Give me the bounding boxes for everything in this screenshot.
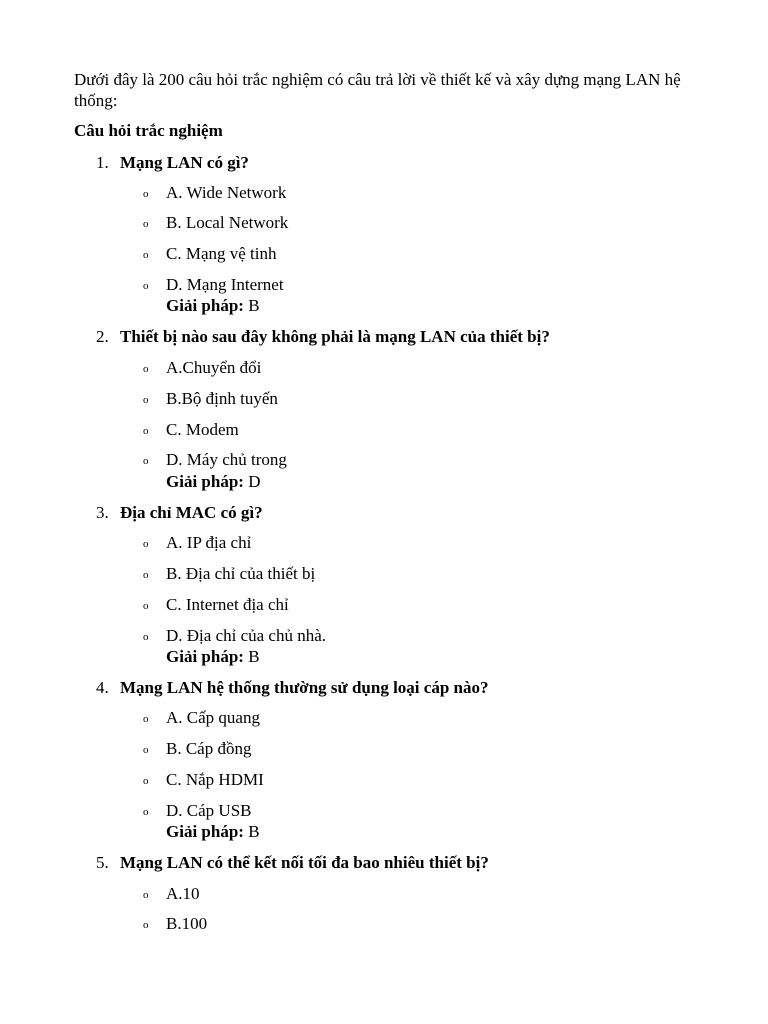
option-3a: o A. IP địa chỉ — [143, 532, 251, 555]
solution-label: Giải pháp: — [166, 296, 244, 315]
question-1 — [96, 152, 249, 173]
solution-label: Giải pháp: — [166, 647, 244, 666]
question-2 — [96, 326, 550, 347]
question-number: 3. — [96, 503, 109, 522]
question-text: Thiết bị nào sau đây không phải là mạng LAN của thiết bị? — [120, 327, 550, 346]
question-number: 4. — [96, 678, 109, 697]
section-heading: Câu hỏi trắc nghiệm — [74, 121, 223, 140]
solution-answer: B — [248, 647, 260, 666]
solution-4 — [166, 821, 260, 842]
solution-2 — [166, 471, 260, 492]
option-1c: o C. Mạng vệ tinh — [143, 243, 277, 266]
bullet-icon: o — [143, 600, 149, 612]
question-text: Mạng LAN có thể kết nối tối đa bao nhiêu thiết bị? — [120, 853, 489, 872]
question-number: 5. — [96, 853, 109, 872]
bullet-icon: o — [143, 806, 149, 818]
option-3b: o B. Địa chỉ của thiết bị — [143, 563, 315, 586]
bullet-icon: o — [143, 280, 149, 292]
option-2a: o A.Chuyển đổi — [143, 357, 261, 380]
question-5 — [96, 852, 489, 873]
option-4c: o C. Nắp HDMI — [143, 769, 264, 792]
question-number: 1. — [96, 153, 109, 172]
intro-paragraph: Dưới đây là 200 câu hỏi trắc nghiệm có câu trả lời về thiết kế và xây dựng mạng LAN hệ thống: — [74, 70, 681, 110]
solution-label: Giải pháp: — [166, 472, 244, 491]
solution-3 — [166, 646, 260, 667]
bullet-icon: o — [143, 569, 149, 581]
solution-answer: B — [248, 822, 260, 841]
bullet-icon: o — [143, 713, 149, 725]
bullet-icon: o — [143, 538, 149, 550]
option-2d: o D. Máy chủ trong — [143, 449, 287, 472]
bullet-icon: o — [143, 249, 149, 261]
option-2b: o B.Bộ định tuyến — [143, 388, 278, 411]
question-text: Mạng LAN có gì? — [120, 153, 249, 172]
question-3 — [96, 502, 263, 523]
question-text: Mạng LAN hệ thống thường sử dụng loại cáp nào? — [120, 678, 489, 697]
option-1d: o D. Mạng Internet — [143, 274, 284, 297]
option-5a: o A.10 — [143, 883, 200, 906]
question-number: 2. — [96, 327, 109, 346]
question-text: Địa chỉ MAC có gì? — [120, 503, 263, 522]
bullet-icon: o — [143, 744, 149, 756]
option-4b: o B. Cáp đồng — [143, 738, 251, 761]
bullet-icon: o — [143, 218, 149, 230]
bullet-icon: o — [143, 363, 149, 375]
option-4a: o A. Cấp quang — [143, 707, 260, 730]
bullet-icon: o — [143, 919, 149, 931]
bullet-icon: o — [143, 455, 149, 467]
bullet-icon: o — [143, 188, 149, 200]
bullet-icon: o — [143, 775, 149, 787]
option-4d: o D. Cáp USB — [143, 800, 251, 823]
option-2c: o C. Modem — [143, 419, 239, 442]
solution-answer: B — [248, 296, 260, 315]
bullet-icon: o — [143, 394, 149, 406]
solution-label: Giải pháp: — [166, 822, 244, 841]
option-1a: o A. Wide Network — [143, 182, 286, 205]
option-5b: o B.100 — [143, 913, 207, 936]
option-3d: o D. Địa chỉ của chủ nhà. — [143, 625, 326, 648]
bullet-icon: o — [143, 631, 149, 643]
question-4 — [96, 677, 488, 698]
option-3c: o C. Internet địa chỉ — [143, 594, 289, 617]
bullet-icon: o — [143, 425, 149, 437]
solution-answer: D — [248, 472, 261, 491]
option-1b: o B. Local Network — [143, 212, 288, 235]
bullet-icon: o — [143, 889, 149, 901]
solution-1 — [166, 295, 260, 316]
